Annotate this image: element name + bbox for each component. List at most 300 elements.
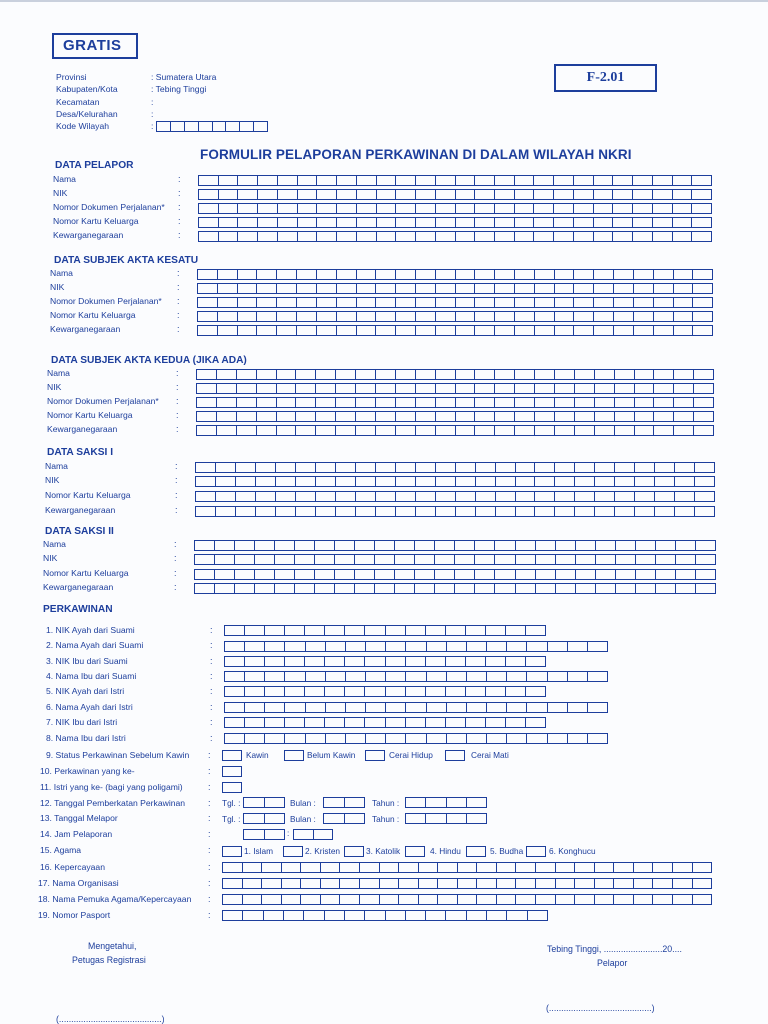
char-cell[interactable] — [692, 269, 713, 280]
char-cell[interactable] — [474, 325, 494, 336]
status-belum-kawin-checkbox[interactable] — [284, 750, 304, 761]
char-cell[interactable] — [612, 203, 632, 214]
char-cell[interactable] — [197, 297, 217, 308]
char-cell[interactable] — [315, 369, 335, 380]
char-cell[interactable] — [673, 383, 693, 394]
char-cell[interactable] — [672, 894, 692, 905]
char-cell[interactable] — [446, 797, 466, 808]
char-cell[interactable] — [485, 717, 505, 728]
char-cell[interactable] — [594, 383, 614, 394]
region-value-desa[interactable]: : — [151, 109, 154, 119]
char-cell[interactable] — [475, 491, 495, 502]
char-cell[interactable] — [242, 878, 262, 889]
char-cell[interactable] — [237, 311, 257, 322]
char-cell[interactable] — [237, 269, 257, 280]
char-cell[interactable] — [615, 540, 635, 551]
char-cell[interactable] — [674, 491, 694, 502]
dokumen-input-boxes[interactable] — [197, 297, 713, 308]
char-cell[interactable] — [494, 540, 514, 551]
char-cell[interactable] — [415, 325, 435, 336]
char-cell[interactable] — [526, 702, 546, 713]
char-cell[interactable] — [494, 297, 514, 308]
char-cell[interactable] — [434, 583, 454, 594]
char-cell[interactable] — [237, 283, 257, 294]
char-cell[interactable] — [673, 411, 693, 422]
char-cell[interactable] — [395, 231, 415, 242]
char-cell[interactable] — [466, 813, 487, 824]
char-cell[interactable] — [335, 383, 355, 394]
char-cell[interactable] — [218, 231, 238, 242]
char-cell[interactable] — [587, 671, 608, 682]
char-cell[interactable] — [476, 862, 496, 873]
char-cell[interactable] — [405, 910, 425, 921]
char-cell[interactable] — [555, 540, 575, 551]
char-cell[interactable] — [515, 862, 535, 873]
char-cell[interactable] — [415, 297, 435, 308]
char-cell[interactable] — [435, 231, 455, 242]
char-cell[interactable] — [465, 656, 485, 667]
kewarganegaraan-input-boxes[interactable] — [196, 425, 714, 436]
char-cell[interactable] — [304, 686, 324, 697]
char-cell[interactable] — [315, 506, 335, 517]
char-cell[interactable] — [395, 325, 415, 336]
char-cell[interactable] — [673, 397, 693, 408]
char-cell[interactable] — [305, 702, 325, 713]
char-cell[interactable] — [455, 369, 475, 380]
char-cell[interactable] — [395, 383, 415, 394]
char-cell[interactable] — [534, 283, 554, 294]
char-cell[interactable] — [466, 910, 486, 921]
char-cell[interactable] — [375, 476, 395, 487]
char-cell[interactable] — [295, 397, 315, 408]
char-cell[interactable] — [276, 311, 296, 322]
char-cell[interactable] — [553, 189, 573, 200]
nama-pemuka-agama-boxes[interactable] — [222, 894, 712, 905]
char-cell[interactable] — [385, 625, 405, 636]
char-cell[interactable] — [653, 283, 673, 294]
char-cell[interactable] — [375, 325, 395, 336]
char-cell[interactable] — [455, 203, 475, 214]
char-cell[interactable] — [515, 569, 535, 580]
char-cell[interactable] — [554, 491, 574, 502]
char-cell[interactable] — [216, 397, 236, 408]
char-cell[interactable] — [254, 540, 274, 551]
char-cell[interactable] — [613, 862, 633, 873]
char-cell[interactable] — [316, 175, 336, 186]
char-cell[interactable] — [435, 297, 455, 308]
char-cell[interactable] — [594, 425, 614, 436]
char-cell[interactable] — [255, 506, 275, 517]
char-cell[interactable] — [195, 462, 215, 473]
char-cell[interactable] — [474, 203, 494, 214]
char-cell[interactable] — [300, 878, 320, 889]
char-cell[interactable] — [466, 641, 486, 652]
char-cell[interactable] — [222, 750, 242, 761]
char-cell[interactable] — [496, 878, 516, 889]
char-cell[interactable] — [634, 491, 654, 502]
char-cell[interactable] — [395, 506, 415, 517]
char-cell[interactable] — [414, 540, 434, 551]
char-cell[interactable] — [514, 175, 534, 186]
char-cell[interactable] — [474, 383, 494, 394]
char-cell[interactable] — [379, 862, 399, 873]
char-cell[interactable] — [264, 717, 284, 728]
char-cell[interactable] — [375, 425, 395, 436]
char-cell[interactable] — [385, 641, 405, 652]
char-cell[interactable] — [394, 569, 414, 580]
char-cell[interactable] — [506, 910, 526, 921]
char-cell[interactable] — [514, 311, 534, 322]
char-cell[interactable] — [674, 506, 694, 517]
char-cell[interactable] — [296, 297, 316, 308]
char-cell[interactable] — [375, 283, 395, 294]
char-cell[interactable] — [198, 217, 218, 228]
char-cell[interactable] — [526, 733, 546, 744]
char-cell[interactable] — [672, 189, 692, 200]
char-cell[interactable] — [654, 476, 674, 487]
char-cell[interactable] — [673, 425, 693, 436]
char-cell[interactable] — [594, 476, 614, 487]
char-cell[interactable] — [445, 625, 465, 636]
char-cell[interactable] — [257, 175, 277, 186]
char-cell[interactable] — [256, 325, 276, 336]
char-cell[interactable] — [325, 702, 345, 713]
char-cell[interactable] — [695, 583, 716, 594]
char-cell[interactable] — [198, 189, 218, 200]
char-cell[interactable] — [196, 369, 216, 380]
char-cell[interactable] — [692, 283, 713, 294]
char-cell[interactable] — [633, 297, 653, 308]
char-cell[interactable] — [506, 641, 526, 652]
kewarganegaraan-input-boxes[interactable] — [198, 231, 712, 242]
char-cell[interactable] — [284, 750, 304, 761]
char-cell[interactable] — [255, 491, 275, 502]
char-cell[interactable] — [244, 717, 264, 728]
char-cell[interactable] — [356, 325, 376, 336]
char-cell[interactable] — [293, 829, 313, 840]
char-cell[interactable] — [214, 554, 234, 565]
char-cell[interactable] — [234, 583, 254, 594]
char-cell[interactable] — [217, 297, 237, 308]
char-cell[interactable] — [236, 425, 256, 436]
char-cell[interactable] — [465, 686, 485, 697]
char-cell[interactable] — [675, 540, 695, 551]
char-cell[interactable] — [494, 283, 514, 294]
char-cell[interactable] — [494, 217, 514, 228]
char-cell[interactable] — [222, 782, 242, 793]
char-cell[interactable] — [314, 583, 334, 594]
char-cell[interactable] — [515, 878, 535, 889]
char-cell[interactable] — [435, 397, 455, 408]
char-cell[interactable] — [672, 231, 692, 242]
char-cell[interactable] — [415, 476, 435, 487]
char-cell[interactable] — [356, 269, 376, 280]
char-cell[interactable] — [255, 462, 275, 473]
char-cell[interactable] — [567, 702, 587, 713]
char-cell[interactable] — [316, 189, 336, 200]
char-cell[interactable] — [505, 717, 525, 728]
char-cell[interactable] — [405, 671, 425, 682]
char-cell[interactable] — [405, 846, 425, 857]
char-cell[interactable] — [634, 476, 654, 487]
char-cell[interactable] — [614, 506, 634, 517]
char-cell[interactable] — [339, 894, 359, 905]
char-cell[interactable] — [594, 878, 614, 889]
char-cell[interactable] — [514, 231, 534, 242]
char-cell[interactable] — [425, 797, 445, 808]
char-cell[interactable] — [437, 878, 457, 889]
melapor-bulan-boxes[interactable] — [323, 813, 365, 824]
char-cell[interactable] — [345, 733, 365, 744]
char-cell[interactable] — [415, 231, 435, 242]
char-cell[interactable] — [527, 910, 548, 921]
char-cell[interactable] — [533, 231, 553, 242]
char-cell[interactable] — [474, 283, 494, 294]
char-cell[interactable] — [486, 641, 506, 652]
char-cell[interactable] — [316, 283, 336, 294]
char-cell[interactable] — [375, 462, 395, 473]
char-cell[interactable] — [593, 269, 613, 280]
char-cell[interactable] — [276, 283, 296, 294]
region-value-kabupaten[interactable]: : Tebing Tinggi — [151, 84, 207, 94]
char-cell[interactable] — [485, 686, 505, 697]
char-cell[interactable] — [215, 506, 235, 517]
char-cell[interactable] — [612, 189, 632, 200]
char-cell[interactable] — [573, 203, 593, 214]
char-cell[interactable] — [494, 583, 514, 594]
char-cell[interactable] — [395, 425, 415, 436]
char-cell[interactable] — [652, 189, 672, 200]
char-cell[interactable] — [535, 569, 555, 580]
char-cell[interactable] — [653, 269, 673, 280]
char-cell[interactable] — [364, 910, 384, 921]
char-cell[interactable] — [197, 311, 217, 322]
char-cell[interactable] — [354, 554, 374, 565]
char-cell[interactable] — [691, 189, 712, 200]
char-cell[interactable] — [653, 383, 673, 394]
char-cell[interactable] — [235, 506, 255, 517]
char-cell[interactable] — [395, 189, 415, 200]
char-cell[interactable] — [574, 491, 594, 502]
char-cell[interactable] — [198, 231, 218, 242]
char-cell[interactable] — [256, 425, 276, 436]
char-cell[interactable] — [276, 425, 296, 436]
char-cell[interactable] — [476, 878, 496, 889]
char-cell[interactable] — [334, 583, 354, 594]
char-cell[interactable] — [587, 641, 608, 652]
char-cell[interactable] — [574, 397, 594, 408]
char-cell[interactable] — [256, 411, 276, 422]
nik-ayah-istri-boxes[interactable] — [224, 686, 546, 697]
char-cell[interactable] — [256, 297, 276, 308]
char-cell[interactable] — [474, 583, 494, 594]
char-cell[interactable] — [375, 411, 395, 422]
char-cell[interactable] — [672, 862, 692, 873]
char-cell[interactable] — [354, 569, 374, 580]
char-cell[interactable] — [215, 491, 235, 502]
char-cell[interactable] — [474, 397, 494, 408]
nik-input-boxes[interactable] — [197, 283, 713, 294]
char-cell[interactable] — [514, 383, 534, 394]
char-cell[interactable] — [264, 813, 286, 824]
char-cell[interactable] — [594, 894, 614, 905]
char-cell[interactable] — [244, 656, 264, 667]
char-cell[interactable] — [316, 297, 336, 308]
char-cell[interactable] — [194, 554, 214, 565]
char-cell[interactable] — [344, 717, 364, 728]
char-cell[interactable] — [454, 583, 474, 594]
char-cell[interactable] — [614, 462, 634, 473]
char-cell[interactable] — [344, 625, 364, 636]
char-cell[interactable] — [425, 656, 445, 667]
char-cell[interactable] — [595, 540, 615, 551]
char-cell[interactable] — [505, 686, 525, 697]
char-cell[interactable] — [405, 717, 425, 728]
char-cell[interactable] — [486, 671, 506, 682]
char-cell[interactable] — [224, 625, 244, 636]
char-cell[interactable] — [465, 717, 485, 728]
char-cell[interactable] — [494, 369, 514, 380]
char-cell[interactable] — [375, 383, 395, 394]
char-cell[interactable] — [693, 383, 714, 394]
char-cell[interactable] — [344, 846, 364, 857]
char-cell[interactable] — [398, 894, 418, 905]
char-cell[interactable] — [334, 554, 354, 565]
char-cell[interactable] — [336, 189, 356, 200]
char-cell[interactable] — [376, 231, 396, 242]
char-cell[interactable] — [593, 217, 613, 228]
char-cell[interactable] — [300, 894, 320, 905]
char-cell[interactable] — [634, 397, 654, 408]
char-cell[interactable] — [325, 671, 345, 682]
char-cell[interactable] — [385, 733, 405, 744]
char-cell[interactable] — [691, 217, 712, 228]
char-cell[interactable] — [295, 476, 315, 487]
char-cell[interactable] — [525, 686, 546, 697]
char-cell[interactable] — [374, 583, 394, 594]
char-cell[interactable] — [276, 411, 296, 422]
char-cell[interactable] — [284, 641, 304, 652]
char-cell[interactable] — [575, 583, 595, 594]
pemberkatan-bulan-boxes[interactable] — [323, 797, 365, 808]
char-cell[interactable] — [415, 217, 435, 228]
char-cell[interactable] — [355, 506, 375, 517]
melapor-tahun-boxes[interactable] — [405, 813, 487, 824]
char-cell[interactable] — [304, 625, 324, 636]
char-cell[interactable] — [277, 175, 297, 186]
char-cell[interactable] — [466, 846, 486, 857]
char-cell[interactable] — [567, 641, 587, 652]
char-cell[interactable] — [614, 411, 634, 422]
char-cell[interactable] — [534, 269, 554, 280]
char-cell[interactable] — [264, 656, 284, 667]
char-cell[interactable] — [264, 797, 286, 808]
char-cell[interactable] — [652, 175, 672, 186]
char-cell[interactable] — [261, 878, 281, 889]
char-cell[interactable] — [455, 411, 475, 422]
char-cell[interactable] — [194, 583, 214, 594]
kk-input-boxes[interactable] — [195, 491, 715, 502]
char-cell[interactable] — [525, 625, 546, 636]
char-cell[interactable] — [434, 540, 454, 551]
char-cell[interactable] — [315, 397, 335, 408]
char-cell[interactable] — [355, 491, 375, 502]
char-cell[interactable] — [385, 671, 405, 682]
char-cell[interactable] — [355, 462, 375, 473]
nama-ayah-istri-boxes[interactable] — [224, 702, 608, 713]
char-cell[interactable] — [455, 491, 475, 502]
char-cell[interactable] — [574, 476, 594, 487]
agama-islam-checkbox[interactable] — [222, 846, 242, 857]
char-cell[interactable] — [395, 476, 415, 487]
char-cell[interactable] — [243, 829, 264, 840]
char-cell[interactable] — [515, 506, 535, 517]
char-cell[interactable] — [615, 569, 635, 580]
char-cell[interactable] — [277, 231, 297, 242]
char-cell[interactable] — [365, 702, 385, 713]
char-cell[interactable] — [534, 506, 554, 517]
char-cell[interactable] — [283, 910, 303, 921]
char-cell[interactable] — [257, 203, 277, 214]
char-cell[interactable] — [534, 383, 554, 394]
char-cell[interactable] — [294, 569, 314, 580]
char-cell[interactable] — [534, 369, 554, 380]
char-cell[interactable] — [466, 702, 486, 713]
char-cell[interactable] — [594, 397, 614, 408]
char-cell[interactable] — [414, 583, 434, 594]
char-cell[interactable] — [236, 411, 256, 422]
nik-ibu-suami-boxes[interactable] — [224, 656, 546, 667]
char-cell[interactable] — [275, 476, 295, 487]
char-cell[interactable] — [535, 583, 555, 594]
char-cell[interactable] — [295, 425, 315, 436]
char-cell[interactable] — [485, 656, 505, 667]
char-cell[interactable] — [612, 231, 632, 242]
char-cell[interactable] — [284, 702, 304, 713]
char-cell[interactable] — [281, 878, 301, 889]
char-cell[interactable] — [695, 569, 716, 580]
char-cell[interactable] — [237, 217, 257, 228]
char-cell[interactable] — [237, 203, 257, 214]
char-cell[interactable] — [345, 671, 365, 682]
char-cell[interactable] — [635, 569, 655, 580]
char-cell[interactable] — [414, 569, 434, 580]
char-cell[interactable] — [533, 189, 553, 200]
char-cell[interactable] — [256, 397, 276, 408]
char-cell[interactable] — [374, 569, 394, 580]
char-cell[interactable] — [284, 625, 304, 636]
char-cell[interactable] — [495, 462, 515, 473]
char-cell[interactable] — [356, 283, 376, 294]
char-cell[interactable] — [534, 425, 554, 436]
sig-right-name-line[interactable]: (..........................................) — [546, 1003, 655, 1013]
char-cell[interactable] — [693, 425, 714, 436]
dokumen-input-boxes[interactable] — [198, 203, 712, 214]
char-cell[interactable] — [494, 269, 514, 280]
char-cell[interactable] — [236, 383, 256, 394]
char-cell[interactable] — [593, 311, 613, 322]
char-cell[interactable] — [534, 297, 554, 308]
char-cell[interactable] — [237, 189, 257, 200]
char-cell[interactable] — [320, 862, 340, 873]
char-cell[interactable] — [198, 175, 218, 186]
char-cell[interactable] — [573, 217, 593, 228]
char-cell[interactable] — [514, 425, 534, 436]
char-cell[interactable] — [243, 797, 264, 808]
char-cell[interactable] — [653, 297, 673, 308]
char-cell[interactable] — [355, 411, 375, 422]
char-cell[interactable] — [494, 397, 514, 408]
